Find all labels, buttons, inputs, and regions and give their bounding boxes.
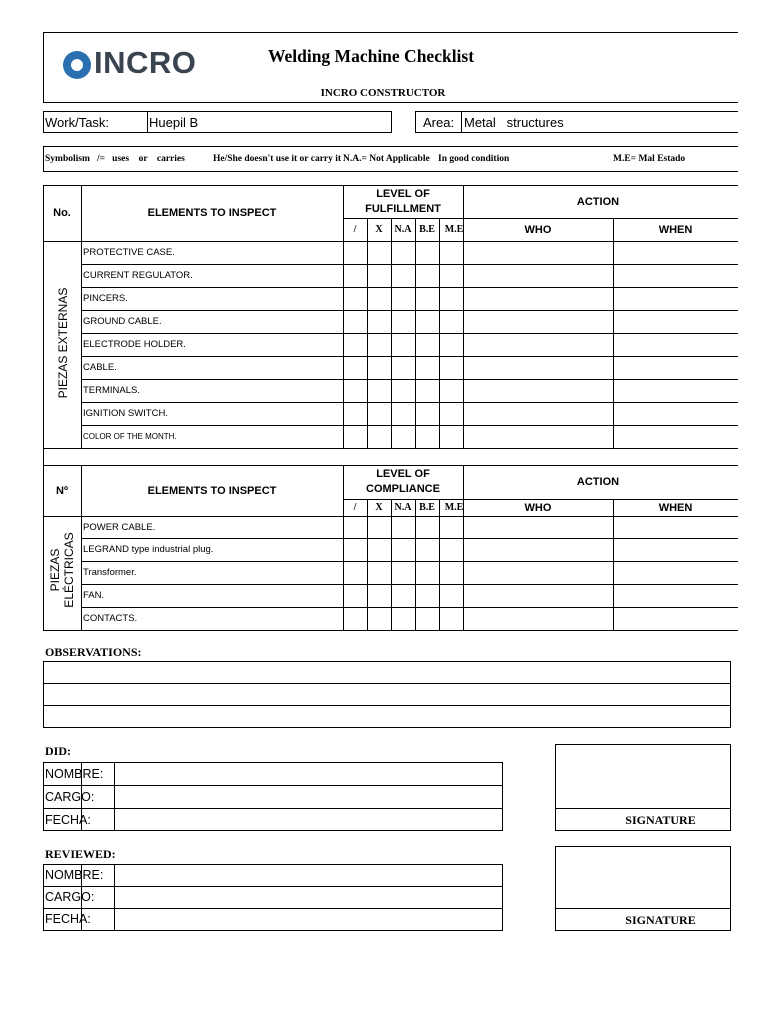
col-not-uses: X bbox=[375, 502, 383, 513]
list-item: FAN. bbox=[83, 590, 105, 601]
reviewed-name-label: NOMBRE: bbox=[45, 868, 104, 882]
reviewed-label: REVIEWED: bbox=[45, 847, 116, 861]
list-item: Transformer. bbox=[83, 567, 137, 578]
did-signature-label: SIGNATURE bbox=[625, 812, 696, 827]
col-not-uses: X bbox=[375, 224, 383, 235]
col-header-action: ACTION bbox=[576, 195, 620, 208]
observations-box[interactable] bbox=[43, 661, 731, 728]
did-label: DID: bbox=[45, 744, 71, 758]
company-logo bbox=[60, 45, 205, 85]
page-subtitle: INCRO CONSTRUCTOR bbox=[320, 87, 446, 99]
col-bad-condition: M.E bbox=[444, 224, 464, 235]
reviewed-cargo-label: CARGO: bbox=[45, 890, 95, 904]
symbology-good-condition: In good condition bbox=[438, 154, 510, 164]
col-header-action: ACTION bbox=[576, 476, 620, 488]
col-header-level bbox=[343, 185, 463, 218]
did-cargo-field[interactable] bbox=[115, 786, 502, 807]
group-label-external-text: PIEZAS EXTERNAS bbox=[56, 287, 70, 399]
did-fecha-label: FECHA: bbox=[45, 812, 91, 827]
list-item: IGNITION SWITCH. bbox=[83, 408, 168, 419]
col-when: WHEN bbox=[658, 501, 693, 514]
list-item: CURRENT REGULATOR. bbox=[83, 270, 193, 281]
col-not-applicable: N.A bbox=[394, 502, 412, 513]
list-item: POWER CABLE. bbox=[83, 521, 156, 533]
symbology-not-uses: He/She doesn't use it or carry it bbox=[213, 154, 342, 164]
incro-logo-icon bbox=[60, 48, 94, 82]
level-label-line1: LEVEL OF bbox=[376, 468, 430, 480]
reviewed-fecha-label: FECHA: bbox=[45, 912, 91, 926]
list-item: PROTECTIVE CASE. bbox=[83, 247, 175, 258]
reviewed-signature-label: SIGNATURE bbox=[625, 912, 696, 927]
symbology-uses: Symbolism /= uses or carries bbox=[45, 154, 185, 164]
col-when: WHEN bbox=[658, 223, 693, 236]
col-not-applicable: N.A bbox=[394, 224, 412, 235]
did-name-field[interactable] bbox=[115, 763, 502, 784]
logo-text: INCRO bbox=[94, 45, 197, 80]
group-label-electrical-text bbox=[48, 516, 76, 630]
symbology-bad-condition: M.E= Mal Estado bbox=[613, 154, 686, 164]
work-task-label: Work/Task: bbox=[45, 114, 110, 130]
reviewed-fecha-field[interactable] bbox=[115, 909, 502, 929]
col-good-condition: B.E bbox=[419, 224, 435, 235]
col-good-condition: B.E bbox=[419, 502, 435, 513]
col-header-no: No. bbox=[53, 207, 71, 219]
list-item: COLOR OF THE MONTH. bbox=[83, 432, 177, 441]
area-label: Area: bbox=[423, 114, 455, 130]
level-label-line2: FULFILLMENT bbox=[365, 202, 441, 215]
work-task-value[interactable]: Huepil B bbox=[149, 114, 199, 130]
did-fecha-field[interactable] bbox=[115, 809, 502, 830]
list-item: PINCERS. bbox=[83, 293, 128, 304]
col-who: WHO bbox=[524, 501, 552, 514]
level-label-line1: LEVEL OF bbox=[376, 187, 430, 200]
list-item: CONTACTS. bbox=[83, 613, 138, 624]
symbology-not-applicable: N.A.= Not Applicable bbox=[343, 154, 430, 164]
page-title: Welding Machine Checklist bbox=[267, 46, 475, 66]
col-uses: / bbox=[353, 502, 357, 513]
observations-label: OBSERVATIONS: bbox=[45, 645, 142, 659]
col-header-level bbox=[343, 465, 463, 499]
group-label-electrical-line1: PIEZAS bbox=[48, 548, 62, 592]
list-item: ELECTRODE HOLDER. bbox=[83, 339, 186, 350]
list-item: TERMINALS. bbox=[83, 385, 141, 396]
list-item: GROUND CABLE. bbox=[83, 316, 162, 327]
group-label-external bbox=[43, 241, 81, 448]
col-uses: / bbox=[353, 224, 357, 235]
did-name-label: NOMBRE: bbox=[45, 766, 104, 781]
col-bad-condition: M.E bbox=[444, 502, 464, 513]
list-item: CABLE. bbox=[83, 362, 117, 373]
did-cargo-label: CARGO: bbox=[45, 789, 95, 804]
col-header-no: Nº bbox=[56, 484, 68, 497]
col-header-elements: ELEMENTS TO INSPECT bbox=[147, 484, 277, 497]
list-item: LEGRAND type industrial plug. bbox=[83, 544, 214, 555]
col-header-elements: ELEMENTS TO INSPECT bbox=[147, 207, 277, 219]
col-who: WHO bbox=[524, 223, 552, 236]
area-value[interactable]: Metal structures bbox=[464, 114, 564, 130]
reviewed-cargo-field[interactable] bbox=[115, 887, 502, 907]
group-label-electrical-line2: ELÉCTRICAS bbox=[62, 532, 76, 608]
reviewed-name-field[interactable] bbox=[115, 865, 502, 885]
group-label-electrical bbox=[43, 516, 81, 630]
level-label-line2: COMPLIANCE bbox=[366, 483, 440, 495]
